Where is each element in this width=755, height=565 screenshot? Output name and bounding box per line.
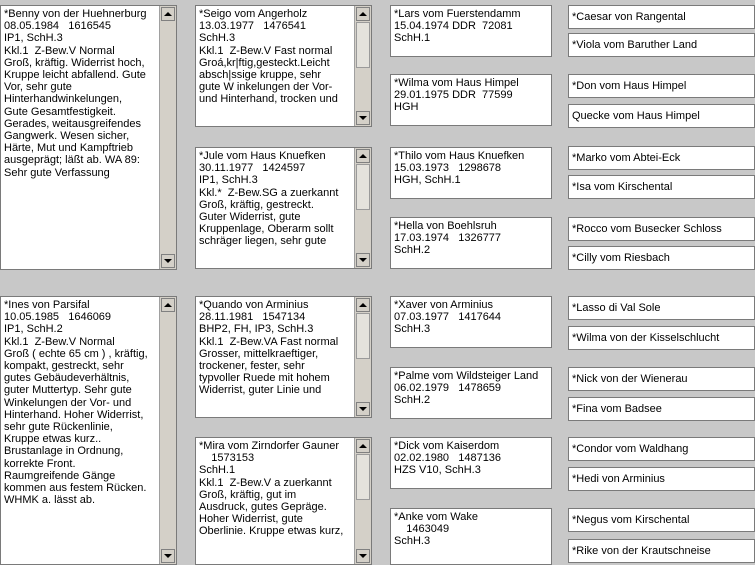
arrow-down-icon (359, 407, 367, 411)
name-field[interactable] (568, 74, 755, 98)
name-field[interactable] (568, 246, 755, 270)
name-text: *Negus vom Kirschental (572, 514, 690, 526)
name-text: *Wilma von der Kisselschlucht (572, 332, 720, 344)
pedigree-box-p3[interactable] (195, 437, 372, 565)
sire-info-box[interactable] (0, 5, 177, 270)
scrollbar[interactable] (354, 438, 371, 564)
scroll-thumb[interactable] (356, 313, 370, 359)
pedigree-text: *Lars vom Fuerstendamm 15.04.1974 DDR 72081 SchH.1 (394, 8, 521, 45)
name-text: *Rike von der Krautschneise (572, 545, 711, 557)
name-field[interactable] (568, 326, 755, 350)
pedigree-box-gg2[interactable] (390, 147, 552, 199)
name-text: *Viola vom Baruther Land (572, 39, 698, 51)
pedigree-text: *Dick vom Kaiserdom 02.02.1980 1487136 HZS V10, SchH.3 (394, 440, 502, 477)
name-field[interactable] (568, 397, 755, 421)
name-text: *Cilly vom Riesbach (572, 252, 670, 264)
pedigree-box-gg3[interactable] (390, 217, 552, 269)
pedigree-text: *Xaver von Arminius 07.03.1977 1417644 SchH.3 (394, 299, 502, 336)
scroll-up-button[interactable] (161, 7, 175, 21)
scroll-up-button[interactable] (356, 298, 370, 312)
arrow-down-icon (359, 258, 367, 262)
scroll-thumb[interactable] (356, 454, 370, 500)
name-field[interactable] (568, 146, 755, 170)
name-text: *Lasso di Val Sole (572, 302, 661, 314)
scroll-down-button[interactable] (356, 253, 370, 267)
scroll-up-button[interactable] (356, 149, 370, 163)
name-field[interactable] (568, 217, 755, 241)
name-field[interactable] (568, 508, 755, 532)
scroll-up-button[interactable] (356, 439, 370, 453)
sire-text: *Benny von der Huehnerburg 08.05.1984 1616545 IP1, SchH.3 Kkl.1 Z-Bew.V Normal Groß, kräftig. Widerrist hoch, Kruppe leicht abfallend. Gute Vor, sehr gute Hinterhandwinkelungen, Gute Gesamtfestigkeit. Gerades, weitausgreifendes Gangwerk. Wesen sicher, Härte, Mut und Kampftrieb ausgeprägt; läßt ab. WA 89: Sehr gute Verfassung (4, 8, 147, 179)
arrow-up-icon (359, 12, 367, 16)
name-text: *Fina vom Badsee (572, 403, 662, 415)
scroll-down-button[interactable] (356, 111, 370, 125)
pedigree-box-gg7[interactable] (390, 508, 552, 565)
pedigree-box-p0[interactable] (195, 5, 372, 127)
name-text: *Hedi von Arminius (572, 473, 665, 485)
name-field[interactable] (568, 104, 755, 128)
pedigree-box-gg0[interactable] (390, 5, 552, 57)
scroll-down-button[interactable] (356, 402, 370, 416)
arrow-up-icon (164, 303, 172, 307)
pedigree-text: *Anke vom Wake 1463049 SchH.3 (394, 511, 478, 548)
name-text: *Rocco vom Busecker Schloss (572, 223, 722, 235)
name-field[interactable] (568, 467, 755, 491)
scrollbar[interactable] (354, 297, 371, 417)
scrollbar[interactable] (159, 6, 176, 269)
name-text: *Caesar von Rangental (572, 11, 686, 23)
name-text: *Marko vom Abtei-Eck (572, 152, 681, 164)
pedigree-text: *Hella von Boehlsruh 17.03.1974 1326777 SchH.2 (394, 220, 502, 257)
arrow-down-icon (359, 554, 367, 558)
pedigree-box-gg4[interactable] (390, 296, 552, 348)
name-text: *Don vom Haus Himpel (572, 80, 687, 92)
pedigree-text: *Seigo vom Angerholz 13.03.1977 1476541 SchH.3 Kkl.1 Z-Bew.V Fast normal Groá,kr|ftig,gesteckt.Leicht absch|ssige kruppe, sehr gute W inkelungen der Vor- und Hinterhand, trocken und (199, 8, 338, 106)
scroll-down-button[interactable] (161, 254, 175, 268)
pedigree-text: *Palme vom Wildsteiger Land 06.02.1979 1478659 SchH.2 (394, 370, 539, 407)
arrow-up-icon (359, 154, 367, 158)
pedigree-box-p2[interactable] (195, 296, 372, 418)
name-text: *Condor vom Waldhang (572, 443, 689, 455)
pedigree-text: *Thilo vom Haus Knuefken 15.03.1973 1298678 HGH, SchH.1 (394, 150, 525, 187)
pedigree-text: *Jule vom Haus Knuefken 30.11.1977 1424597 IP1, SchH.3 Kkl.* Z-Bew.SG a zuerkannt Groß, kräftig, gestreckt. Guter Widerrist, gute Kruppenlage, Oberarm sollt schräger liegen, sehr gute (199, 150, 339, 248)
name-field[interactable] (568, 539, 755, 563)
scroll-down-button[interactable] (356, 549, 370, 563)
arrow-down-icon (164, 259, 172, 263)
scroll-down-button[interactable] (161, 549, 175, 563)
arrow-down-icon (164, 554, 172, 558)
name-text: Quecke vom Haus Himpel (572, 110, 700, 122)
scroll-thumb[interactable] (356, 22, 370, 68)
name-field[interactable] (568, 437, 755, 461)
name-text: *Nick von der Wienerau (572, 373, 688, 385)
pedigree-text: *Mira vom Zirndorfer Gauner 1573153 SchH.1 Kkl.1 Z-Bew.V a zuerkannt Groß, kräftig, gut im Ausdruck, gutes Gepräge. Hoher Widerrist, gute Oberlinie. Kruppe etwas kurz, (199, 440, 344, 538)
name-field[interactable] (568, 33, 755, 57)
scroll-up-button[interactable] (356, 7, 370, 21)
scroll-up-button[interactable] (161, 298, 175, 312)
scroll-thumb[interactable] (356, 164, 370, 210)
pedigree-box-p1[interactable] (195, 147, 372, 269)
pedigree-text: *Quando von Arminius 28.11.1981 1547134 BHP2, FH, IP3, SchH.3 Kkl.1 Z-Bew.VA Fast normal Grosser, mittelkraeftiger, trockener, fester, sehr typvoller Ruede mit hohem Widerrist, guter Linie und (199, 299, 339, 397)
arrow-down-icon (359, 116, 367, 120)
arrow-up-icon (359, 444, 367, 448)
arrow-up-icon (164, 12, 172, 16)
dam-text: *Ines von Parsifal 10.05.1985 1646069 IP1, SchH.2 Kkl.1 Z-Bew.V Normal Groß ( echte 65 cm ) , kräftig, kompakt, gestreckt, sehr gutes Gebäudeverhältnis, guter Muttertyp. Sehr gute Winkelungen der Vor- und Hinterhand. Hoher Widerrist, sehr gute Rückenlinie, Kruppe etwas kurz.. Brustanlage in Ordnung, korrekte Front. Raumgreifende Gänge kommen aus festem Rücken. WHMK a. lässt ab. (4, 299, 148, 507)
scrollbar[interactable] (159, 297, 176, 564)
name-field[interactable] (568, 5, 755, 29)
pedigree-box-gg1[interactable] (390, 74, 552, 126)
scrollbar[interactable] (354, 6, 371, 126)
pedigree-box-gg5[interactable] (390, 367, 552, 419)
name-field[interactable] (568, 296, 755, 320)
scrollbar[interactable] (354, 148, 371, 268)
name-field[interactable] (568, 367, 755, 391)
dam-info-box[interactable] (0, 296, 177, 565)
arrow-up-icon (359, 303, 367, 307)
pedigree-box-gg6[interactable] (390, 437, 552, 489)
name-field[interactable] (568, 175, 755, 199)
pedigree-text: *Wilma vom Haus Himpel 29.01.1975 DDR 77599 HGH (394, 77, 519, 114)
name-text: *Isa vom Kirschental (572, 181, 673, 193)
